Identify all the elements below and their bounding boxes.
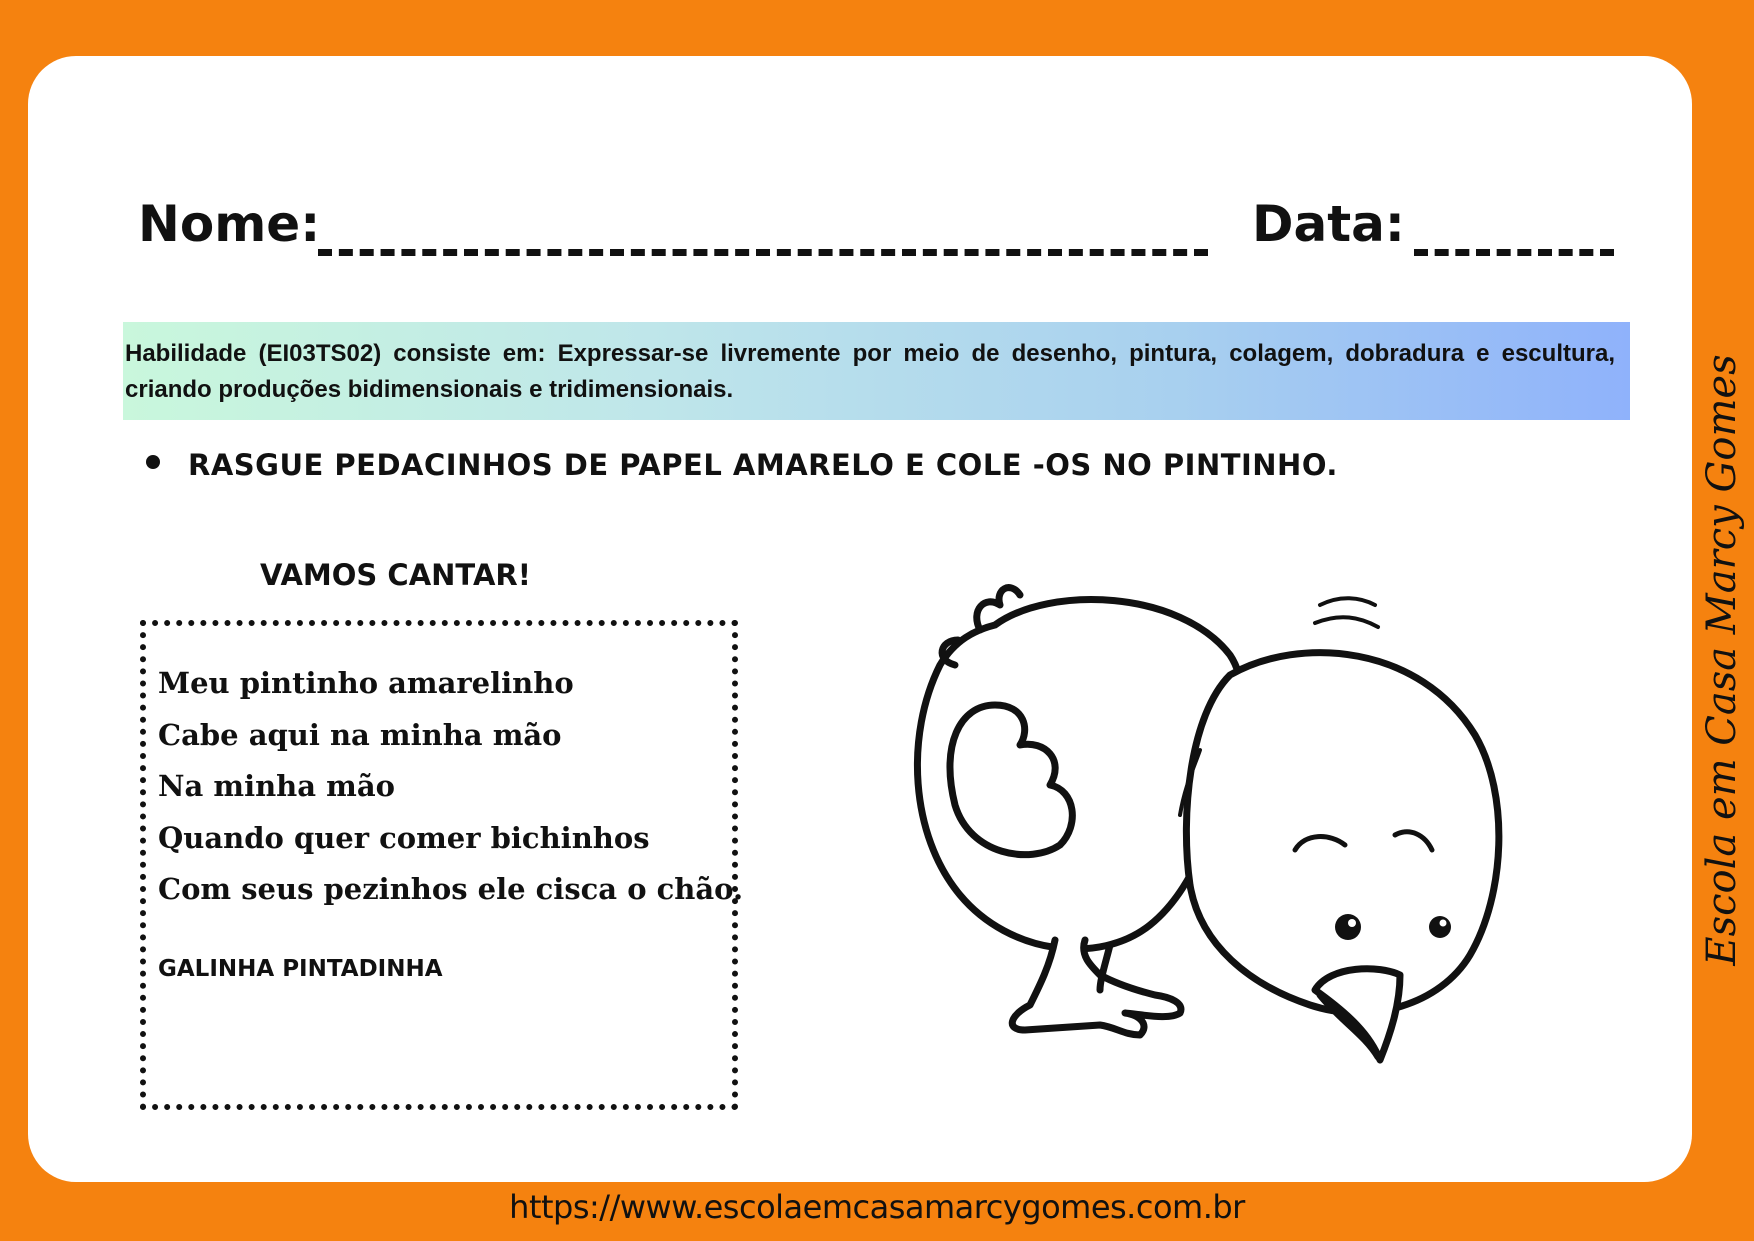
chick-outline-icon	[900, 565, 1520, 1110]
instruction-item	[146, 448, 1338, 482]
song-lyrics-box	[140, 620, 744, 1110]
bullet-icon	[146, 455, 160, 469]
instruction-text: RASGUE PEDACINHOS DE PAPEL AMARELO E COLE -OS NO PINTINHO.	[188, 448, 1338, 482]
song-line: Com seus pezinhos ele cisca o chão.	[158, 872, 744, 906]
name-label: Nome:	[138, 195, 321, 253]
song-line: Quando quer comer bichinhos	[158, 820, 650, 855]
date-blank-line	[1414, 249, 1614, 256]
song-line: Cabe aqui na minha mão	[158, 717, 562, 752]
footer-url[interactable]: https://www.escolaemcasamarcygomes.com.br	[509, 1188, 1245, 1226]
name-blank-line	[318, 249, 1208, 256]
song-author: GALINHA PINTADINHA	[158, 956, 443, 982]
skill-text: Habilidade (EI03TS02) consiste em: Expressar-se livremente por meio de desenho, pintura, colagem, dobradura e escultura, criando produções bidimensionais e tridimensionais.	[125, 340, 1615, 403]
song-line: Na minha mão	[158, 769, 395, 803]
name-date-row	[138, 195, 1618, 265]
song-lyrics	[158, 658, 743, 916]
song-title: VAMOS CANTAR!	[260, 558, 531, 592]
song-line: Meu pintinho amarelinho	[158, 666, 574, 700]
side-brand-text: Escola em Casa Marcy Gomes	[1699, 354, 1745, 966]
skill-banner	[123, 322, 1630, 420]
date-label: Data:	[1252, 195, 1405, 253]
